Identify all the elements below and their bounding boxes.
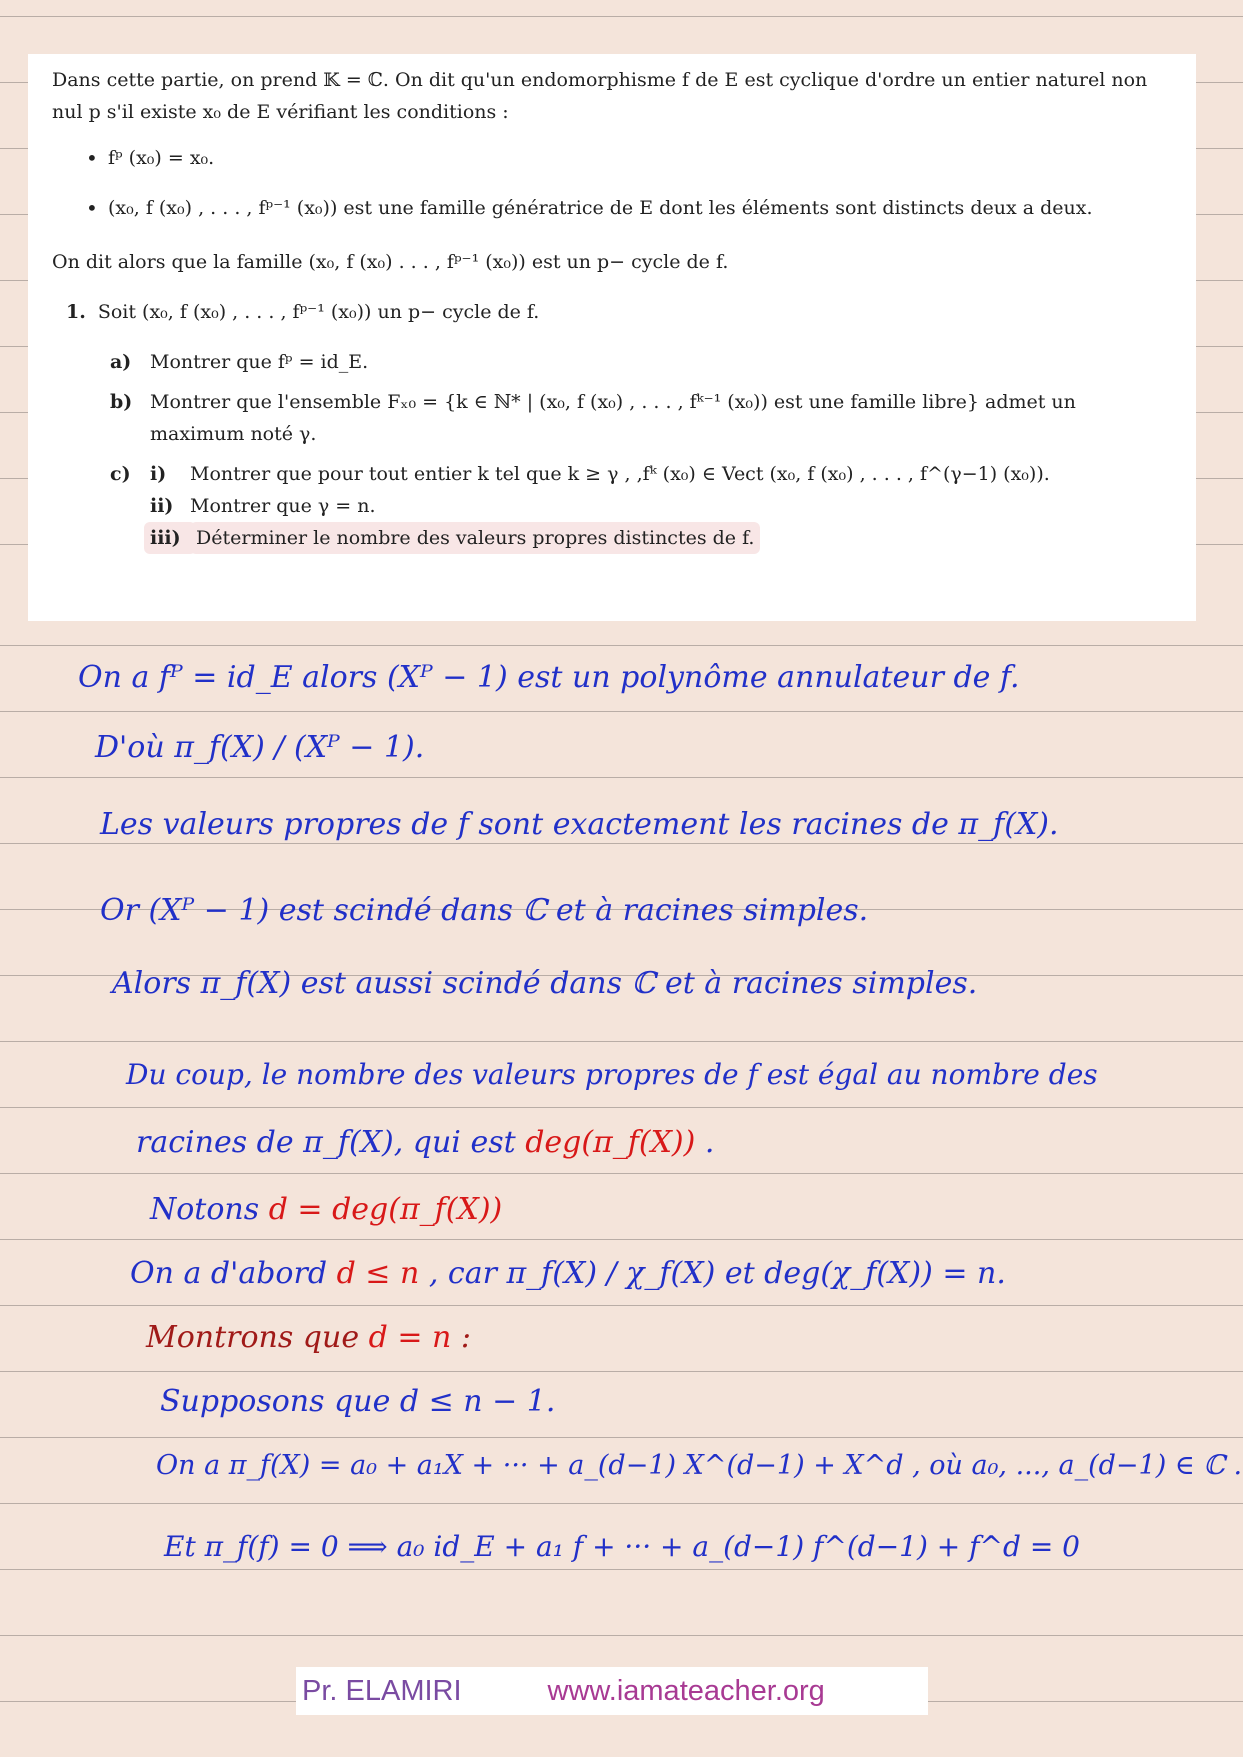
- handwritten-line: On a π_f(X) = a₀ + a₁X + ··· + a_(d−1) X^(d−1) + X^d , où a₀, ..., a_(d−1) ∈ ℂ .: [156, 1450, 1243, 1481]
- ruled-line: [0, 1569, 1243, 1570]
- ruled-line: [0, 16, 1243, 17]
- ruled-line: [0, 1107, 1243, 1108]
- handwritten-line: Et π_f(f) = 0 ⟹ a₀ id_E + a₁ f + ··· + a_(d−1) f^(d−1) + f^d = 0: [164, 1530, 1080, 1563]
- printed-exercise: [28, 54, 1196, 621]
- ruled-line: [0, 1371, 1243, 1372]
- handwritten-line: racines de π_f(X), qui est deg(π_f(X)) .: [136, 1125, 715, 1160]
- subquestion-label: c): [110, 463, 131, 485]
- item-text: Montrer que γ = n.: [190, 495, 376, 517]
- subquestion-text: Montrer que l'ensemble Fₓ₀ = {k ∈ ℕ* | (x₀, f (x₀) , . . . , fᵏ⁻¹ (x₀)) est une famille libre} admet un maximum noté γ.: [150, 391, 1076, 445]
- subquestion-text: Montrer que fᵖ = id_E.: [150, 351, 369, 373]
- subquestion-a: [110, 346, 1174, 378]
- subquestion-label: a): [110, 351, 132, 373]
- website-link[interactable]: www.iamateacher.org: [547, 1674, 825, 1707]
- goal-equation: d = n: [368, 1320, 452, 1355]
- ruled-line: [0, 1041, 1243, 1042]
- subquestion-b: [110, 386, 1174, 450]
- subquestion-label: b): [110, 391, 133, 413]
- item-label: ii): [150, 495, 174, 517]
- ruled-line: [0, 645, 1243, 646]
- handwritten-line: Or (Xᴾ − 1) est scindé dans ℂ et à racines simples.: [100, 893, 869, 928]
- degree-expression: deg(π_f(X)): [525, 1125, 696, 1160]
- handwritten-line: Supposons que d ≤ n − 1.: [160, 1384, 556, 1419]
- condition-1: • fᵖ (x₀) = x₀.: [108, 142, 1174, 174]
- ruled-line: [0, 1437, 1243, 1438]
- condition-2: • (x₀, f (x₀) , . . . , fᵖ⁻¹ (x₀)) est une famille génératrice de E dont les éléments sont distincts deux a deux.: [108, 192, 1174, 224]
- ruled-line: [0, 843, 1243, 844]
- ruled-line: [0, 777, 1243, 778]
- handwritten-line: Les valeurs propres de f sont exactement les racines de π_f(X).: [100, 807, 1059, 842]
- ruled-line: [0, 711, 1243, 712]
- degree-bound: d ≤ n: [336, 1256, 420, 1291]
- intro-paragraph: Dans cette partie, on prend 𝕂 = ℂ. On dit qu'un endomorphisme f de E est cyclique d'ordre un entier naturel non nul p s'il existe x₀ de E vérifiant les conditions :: [52, 69, 1148, 123]
- handwritten-line: On a d'abord d ≤ n , car π_f(X) / χ_f(X) et deg(χ_f(X)) = n.: [130, 1256, 1006, 1291]
- author-name: Pr. ELAMIRI: [302, 1674, 462, 1707]
- conditions-list: [52, 142, 1174, 224]
- degree-definition: d = deg(π_f(X)): [268, 1192, 503, 1227]
- item-label-highlighted: iii): [144, 522, 196, 554]
- handwritten-line: Du coup, le nombre des valeurs propres de f est égal au nombre des: [126, 1058, 1098, 1091]
- footer-banner: [296, 1667, 928, 1715]
- ruled-line: [0, 1635, 1243, 1636]
- ruled-line: [0, 1173, 1243, 1174]
- handwritten-line: Alors π_f(X) est aussi scindé dans ℂ et à racines simples.: [112, 966, 978, 1001]
- question-1: [66, 296, 1174, 328]
- handwritten-line: Montrons que d = n :: [146, 1320, 472, 1355]
- ruled-line: [0, 1503, 1243, 1504]
- definition-paragraph: On dit alors que la famille (x₀, f (x₀) . . . , fᵖ⁻¹ (x₀)) est un p− cycle de f.: [52, 251, 729, 273]
- handwritten-line: On a fᴾ = id_E alors (Xᴾ − 1) est un polynôme annulateur de f.: [78, 660, 1020, 695]
- ruled-line: [0, 1305, 1243, 1306]
- item-label: i): [150, 463, 167, 485]
- item-text-highlighted: Déterminer le nombre des valeurs propres distinctes de f.: [190, 522, 760, 554]
- question-number: 1.: [66, 301, 86, 323]
- handwritten-line: Notons d = deg(π_f(X)): [150, 1192, 503, 1227]
- ruled-line: [0, 1239, 1243, 1240]
- subquestion-c: [110, 458, 1174, 554]
- item-text: Montrer que pour tout entier k tel que k ≥ γ , ,fᵏ (x₀) ∈ Vect (x₀, f (x₀) , . . . , f^(γ−1) (x₀)).: [190, 463, 1050, 485]
- question-1-text: Soit (x₀, f (x₀) , . . . , fᵖ⁻¹ (x₀)) un p− cycle de f.: [97, 301, 540, 323]
- subquestions: [110, 346, 1174, 554]
- handwritten-line: D'où π_f(X) / (Xᴾ − 1).: [95, 730, 425, 765]
